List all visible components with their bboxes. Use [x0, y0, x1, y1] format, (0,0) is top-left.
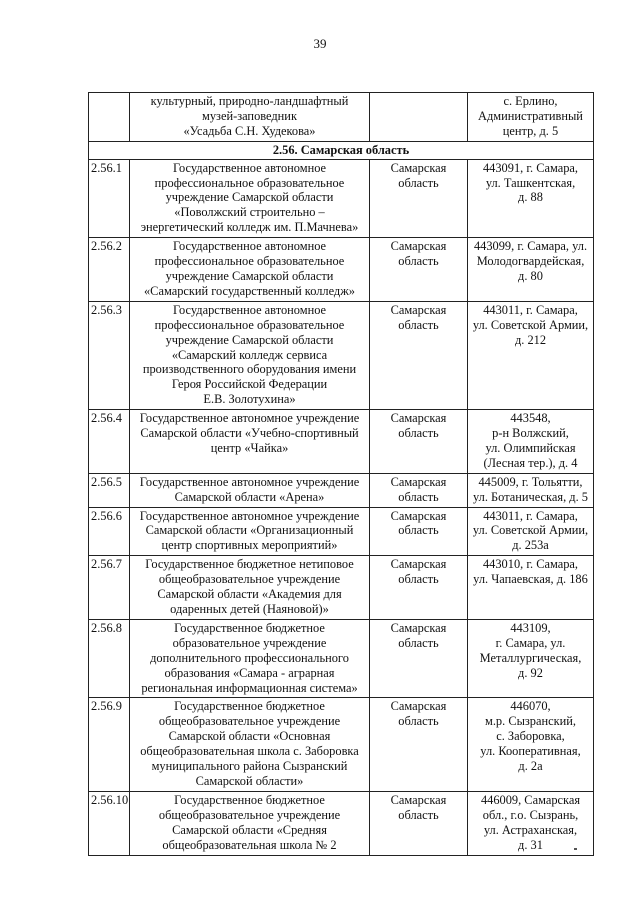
text-line: «Усадьба С.Н. Худекова» [183, 123, 316, 138]
text-line: Административный [478, 108, 583, 123]
text-line: д. 2а [518, 759, 543, 774]
text-line: Самарская [390, 792, 447, 807]
text-line: д. 212 [514, 332, 547, 347]
text-line: Государственное бюджетное [174, 792, 325, 807]
text-line: 446009, Самарская [480, 792, 581, 807]
institution-name-cell [130, 556, 370, 620]
text-line: д. 88 [518, 190, 543, 205]
table-row [89, 698, 594, 791]
text-line: общеобразовательное учреждение [158, 572, 341, 587]
text-line: профессиональное образовательное [154, 317, 345, 332]
text-line: область [398, 714, 439, 729]
text-line: (Лесная тер.), д. 4 [483, 455, 578, 470]
text-line: Самарская [390, 508, 447, 523]
text-line: д. 253а [512, 538, 549, 553]
text-line: Самарская [390, 474, 447, 489]
address-cell [468, 473, 594, 507]
text-line: с. Ерлино, [503, 94, 558, 108]
address-cell [468, 507, 594, 556]
text-line: область [398, 635, 439, 650]
text-line: м.р. Сызранский, [484, 714, 577, 729]
text-line: учреждение Самарской области [165, 268, 334, 283]
text-line: Е.В. Золотухина» [203, 392, 296, 407]
text-line: д. 80 [518, 268, 543, 283]
text-line: Государственное автономное [172, 239, 327, 254]
institution-name-cell [130, 238, 370, 302]
text-line: Героя Российской Федерации [171, 377, 328, 392]
row-number-cell: 2.56.8 [89, 619, 130, 698]
text-line: «Самарский государственный колледж» [143, 283, 355, 298]
institution-name-cell [130, 619, 370, 698]
text-line: Государственное автономное учреждение [139, 411, 360, 426]
institution-name-cell [130, 507, 370, 556]
address-cell [468, 791, 594, 855]
region-cell [370, 159, 468, 238]
region-cell [370, 93, 468, 142]
text-line: область [398, 254, 439, 269]
address-cell [468, 698, 594, 791]
text-line: 443011, г. Самара, [483, 302, 578, 317]
text-line: Государственное автономное учреждение [139, 474, 360, 489]
text-line: ул. Советской Армии, [472, 523, 589, 538]
row-number-cell [89, 93, 130, 142]
text-line: Государственное автономное учреждение [139, 508, 360, 523]
region-cell [370, 238, 468, 302]
section-header-row [89, 141, 594, 159]
text-line: Самарской области «Академия для [157, 587, 342, 602]
row-number-cell: 2.56.2 [89, 238, 130, 302]
text-line: область [398, 572, 439, 587]
region-cell [370, 473, 468, 507]
text-line: общеобразовательная школа с. Заборовка [140, 744, 359, 759]
text-line: дополнительного профессионального [150, 650, 349, 665]
institution-name-cell [130, 93, 370, 142]
text-line: Государственное автономное [172, 160, 327, 175]
text-line: 443099, г. Самара, ул. [473, 239, 588, 254]
table-body [89, 93, 594, 856]
text-line: ул. Олимпийская [485, 440, 576, 455]
row-number-cell: 2.56.6 [89, 507, 130, 556]
text-line: центр «Чайка» [210, 440, 289, 455]
text-line: 443548, [510, 411, 551, 426]
text-line: Самарской области «Средняя [172, 822, 327, 837]
text-line: учреждение Самарской области [165, 332, 334, 347]
text-line: ул. Астраханская, [483, 822, 578, 837]
text-line: область [398, 317, 439, 332]
text-line: область [398, 489, 439, 504]
text-line: Самарская [390, 620, 447, 635]
region-cell [370, 698, 468, 791]
region-cell [370, 507, 468, 556]
address-cell [468, 93, 594, 142]
text-line: ул. Ботаническая, д. 5 [473, 489, 588, 504]
text-line: образовательное учреждение [172, 635, 327, 650]
text-line: энергетический колледж им. П.Мачнева» [140, 220, 359, 235]
table-row [89, 791, 594, 855]
text-line: Самарская [390, 160, 447, 175]
text-line: область [398, 426, 439, 441]
row-number-cell: 2.56.7 [89, 556, 130, 620]
text-line: Самарская [390, 411, 447, 426]
text-line: ул. Ташкентская, [485, 175, 576, 190]
text-line: профессиональное образовательное [154, 175, 345, 190]
text-line: общеобразовательное учреждение [158, 714, 341, 729]
text-line: Самарская [390, 699, 447, 714]
table-row [89, 159, 594, 238]
region-cell [370, 301, 468, 409]
text-line: производственного оборудования имени [142, 362, 357, 377]
scan-mark [574, 848, 577, 850]
text-line: общеобразовательная школа № 2 [162, 837, 337, 852]
text-line: Государственное автономное [172, 302, 327, 317]
institution-name-cell [130, 159, 370, 238]
text-line: Самарской области «Основная [168, 729, 331, 744]
text-line: 443109, [510, 620, 551, 635]
text-line: культурный, природно-ландшафтный [150, 94, 349, 108]
text-line: Государственное бюджетное [174, 699, 325, 714]
text-line: область [398, 175, 439, 190]
table-row [89, 301, 594, 409]
continuation-row [89, 93, 594, 142]
text-line: Металлургическая, [479, 650, 582, 665]
row-number-cell: 2.56.1 [89, 159, 130, 238]
text-line: 443010, г. Самара, [482, 557, 579, 572]
text-line: Самарской области «Арена» [174, 489, 325, 504]
institution-name-cell [130, 791, 370, 855]
text-line: область [398, 807, 439, 822]
table-row [89, 238, 594, 302]
table-row [89, 619, 594, 698]
text-line: 443091, г. Самара, [482, 160, 579, 175]
text-line: «Самарский колледж сервиса [171, 347, 328, 362]
text-line: г. Самара, ул. [495, 635, 566, 650]
text-line: 443011, г. Самара, [483, 508, 578, 523]
text-line: муниципального района Сызранский [151, 759, 348, 774]
text-line: Самарской области «Учебно-спортивный [140, 426, 359, 441]
text-line: область [398, 523, 439, 538]
table-row [89, 473, 594, 507]
text-line: р-н Волжский, [492, 426, 569, 441]
text-line: 445009, г. Тольятти, [478, 474, 583, 489]
text-line: обл., г.о. Сызрань, [482, 807, 579, 822]
region-cell [370, 410, 468, 474]
text-line: музей-заповедник [202, 108, 297, 123]
text-line: 446070, [510, 699, 551, 714]
row-number-cell: 2.56.5 [89, 473, 130, 507]
text-line: Самарской области «Организационный [145, 523, 354, 538]
text-line: Самарской области» [195, 773, 304, 788]
text-line: Самарская [390, 239, 447, 254]
text-line: с. Заборовка, [496, 729, 565, 744]
region-cell [370, 556, 468, 620]
text-line: центр, д. 5 [502, 123, 559, 138]
row-number-cell: 2.56.4 [89, 410, 130, 474]
text-line: Самарская [390, 302, 447, 317]
text-line: Государственное бюджетное нетиповое [145, 557, 354, 572]
text-line: Государственное бюджетное [174, 620, 325, 635]
address-cell [468, 556, 594, 620]
table-row [89, 556, 594, 620]
text-line: региональная информационная система» [141, 680, 358, 695]
institution-name-cell [130, 301, 370, 409]
page-number: 39 [313, 36, 327, 51]
row-number-cell: 2.56.9 [89, 698, 130, 791]
institution-name-cell [130, 698, 370, 791]
region-cell [370, 619, 468, 698]
address-cell [468, 159, 594, 238]
text-line: профессиональное образовательное [154, 254, 345, 269]
text-line: ул. Чапаевская, д. 186 [473, 572, 588, 587]
text-line: д. 92 [518, 665, 543, 680]
address-cell [468, 238, 594, 302]
text-line: Самарская [390, 557, 447, 572]
text-line: учреждение Самарской области [165, 190, 334, 205]
institution-name-cell [130, 473, 370, 507]
section-title: 2.56. Самарская область [89, 141, 594, 159]
text-line: Молодогвардейская, [476, 254, 585, 269]
text-line: одаренных детей (Наяновой)» [170, 602, 329, 616]
text-line: ул. Советской Армии, [472, 317, 589, 332]
address-cell [468, 410, 594, 474]
row-number-cell: 2.56.3 [89, 301, 130, 409]
text-line: образования «Самара - аграрная [164, 665, 335, 680]
table-row [89, 410, 594, 474]
text-line: д. 31 [518, 837, 543, 852]
text-line: «Поволжский строительно – [174, 205, 325, 220]
row-number-cell: 2.56.10 [89, 791, 130, 855]
table-row [89, 507, 594, 556]
text-line: общеобразовательное учреждение [158, 807, 341, 822]
text-line: ул. Кооперативная, [480, 744, 581, 759]
institutions-table [88, 92, 594, 856]
text-line: центр спортивных мероприятий» [161, 538, 338, 553]
address-cell [468, 619, 594, 698]
address-cell [468, 301, 594, 409]
region-cell [370, 791, 468, 855]
institution-name-cell [130, 410, 370, 474]
